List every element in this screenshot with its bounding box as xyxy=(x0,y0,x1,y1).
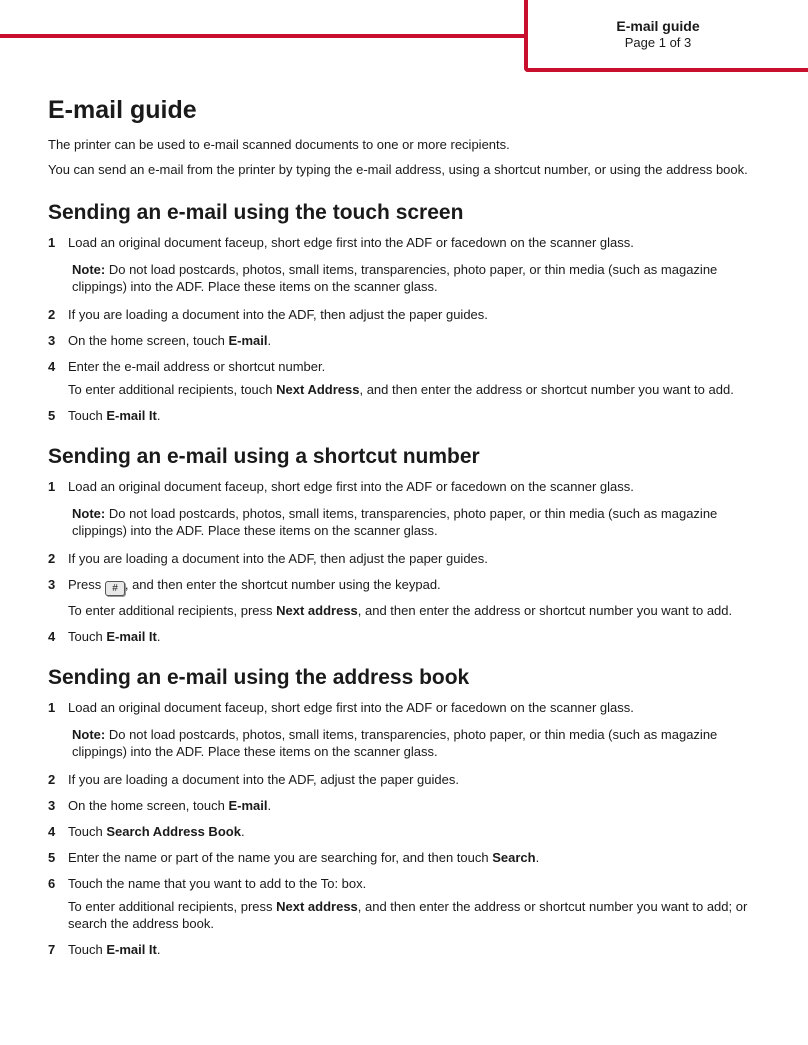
step-text xyxy=(68,478,764,495)
hash-key-icon: # xyxy=(105,581,125,596)
step-body xyxy=(68,849,764,866)
sections-container xyxy=(48,200,764,958)
step-text-content: . xyxy=(535,850,540,865)
step-item xyxy=(48,797,764,814)
step-subtext xyxy=(68,602,764,619)
step-text xyxy=(68,849,764,866)
step-text-content: . xyxy=(240,824,245,839)
step-body xyxy=(68,797,764,814)
step-body xyxy=(68,771,764,788)
ui-label: E-mail It xyxy=(106,408,157,423)
step-number: 3 xyxy=(48,798,56,813)
header-rule-bottom xyxy=(524,68,808,72)
header-rule xyxy=(0,34,528,38)
step-text-content: . xyxy=(267,798,272,813)
section-heading: Sending an e-mail using a shortcut number xyxy=(48,445,480,468)
ui-label: Next address xyxy=(276,603,358,618)
step-text-content: . xyxy=(156,629,161,644)
ui-label: Search Address Book xyxy=(106,824,241,839)
step-number: 1 xyxy=(48,479,56,494)
page-number: Page 1 of 3 xyxy=(624,35,692,50)
step-number: 2 xyxy=(48,307,56,322)
step-number: 7 xyxy=(48,942,56,957)
page-header xyxy=(528,18,788,51)
step-body xyxy=(68,823,764,840)
note-label: Note: xyxy=(72,506,106,521)
step-item xyxy=(48,478,764,541)
note-text: Do not load postcards, photos, small items, transparencies, photo paper, or thin media (such as magazine clippings) into the ADF. Place these items on the scanner glass. xyxy=(72,727,718,759)
step-subtext xyxy=(68,381,764,398)
ui-label: Next Address xyxy=(276,382,360,397)
step-text-content: Enter the name or part of the name you are searching for, and then touch xyxy=(68,850,493,865)
step-text-content: Enter the e-mail address or shortcut number. xyxy=(68,359,326,374)
step-text-content: Press xyxy=(68,577,105,592)
step-subtext-content: , and then enter the address or shortcut number you want to add; or search the address book. xyxy=(68,899,748,931)
step-text-content: . xyxy=(156,408,161,423)
intro-paragraph: You can send an e-mail from the printer by typing the e-mail address, using a shortcut number, or using the address book. xyxy=(48,162,748,177)
step-body xyxy=(68,550,764,567)
step-number: 5 xyxy=(48,408,56,423)
step-item xyxy=(48,306,764,323)
step-number: 2 xyxy=(48,551,56,566)
step-subtext-content: To enter additional recipients, touch xyxy=(68,382,277,397)
step-item xyxy=(48,771,764,788)
step-text-content: On the home screen, touch xyxy=(68,798,229,813)
step-text-content: Touch xyxy=(68,408,107,423)
document-body xyxy=(48,94,764,967)
step-body xyxy=(68,478,764,541)
step-text-content: If you are loading a document into the ADF, adjust the paper guides. xyxy=(68,772,459,787)
step-item xyxy=(48,875,764,932)
step-number: 6 xyxy=(48,876,56,891)
step-text xyxy=(68,699,764,716)
ui-label: Search xyxy=(492,850,536,865)
step-number: 1 xyxy=(48,235,56,250)
step-text xyxy=(68,823,764,840)
step-text xyxy=(68,234,764,251)
step-text xyxy=(68,358,764,375)
step-text xyxy=(68,628,764,645)
step-body xyxy=(68,699,764,762)
step-body xyxy=(68,576,764,619)
step-number: 5 xyxy=(48,850,56,865)
step-item xyxy=(48,332,764,349)
intro-paragraph: The printer can be used to e-mail scanned documents to one or more recipients. xyxy=(48,137,510,152)
step-text-content: If you are loading a document into the ADF, then adjust the paper guides. xyxy=(68,307,488,322)
step-text xyxy=(68,576,764,596)
step-number: 4 xyxy=(48,629,56,644)
ui-label: E-mail It xyxy=(106,629,157,644)
step-text xyxy=(68,332,764,349)
step-body xyxy=(68,875,764,932)
step-body xyxy=(68,941,764,958)
section-heading: Sending an e-mail using the address book xyxy=(48,666,470,689)
note xyxy=(72,726,764,760)
note xyxy=(72,261,764,295)
step-subtext-content: , and then enter the address or shortcut number you want to add. xyxy=(359,382,734,397)
note-label: Note: xyxy=(72,262,106,277)
header-title: E-mail guide xyxy=(616,18,700,34)
step-item xyxy=(48,699,764,762)
ui-label: E-mail xyxy=(228,333,268,348)
step-number: 3 xyxy=(48,577,56,592)
step-text-content: Touch the name that you want to add to the To: box. xyxy=(68,876,367,891)
step-item xyxy=(48,849,764,866)
step-item xyxy=(48,407,764,424)
note-text: Do not load postcards, photos, small items, transparencies, photo paper, or thin media (such as magazine clippings) into the ADF. Place these items on the scanner glass. xyxy=(72,506,718,538)
step-text xyxy=(68,407,764,424)
step-text xyxy=(68,771,764,788)
step-text-content: Touch xyxy=(68,629,107,644)
ui-label: Next address xyxy=(276,899,358,914)
step-item xyxy=(48,234,764,297)
step-number: 1 xyxy=(48,700,56,715)
step-number: 3 xyxy=(48,333,56,348)
step-body xyxy=(68,628,764,645)
document-title: E-mail guide xyxy=(48,96,197,124)
step-item xyxy=(48,941,764,958)
note-text: Do not load postcards, photos, small items, transparencies, photo paper, or thin media (such as magazine clippings) into the ADF. Place these items on the scanner glass. xyxy=(72,262,718,294)
step-subtext xyxy=(68,898,764,932)
step-body xyxy=(68,358,764,398)
step-number: 4 xyxy=(48,359,56,374)
step-text-content: Touch xyxy=(68,824,107,839)
step-item xyxy=(48,823,764,840)
step-text xyxy=(68,941,764,958)
step-number: 4 xyxy=(48,824,56,839)
note-label: Note: xyxy=(72,727,106,742)
ui-label: E-mail It xyxy=(106,942,157,957)
step-text-content: Load an original document faceup, short edge first into the ADF or facedown on the scanner glass. xyxy=(68,479,634,494)
step-subtext-content: , and then enter the address or shortcut number you want to add. xyxy=(357,603,733,618)
step-subtext-content: To enter additional recipients, press xyxy=(68,603,277,618)
step-item xyxy=(48,358,764,398)
step-text-content: . xyxy=(156,942,161,957)
step-text-content: Load an original document faceup, short edge first into the ADF or facedown on the scanner glass. xyxy=(68,235,634,250)
step-subtext-content: To enter additional recipients, press xyxy=(68,899,277,914)
step-text xyxy=(68,875,764,892)
step-number: 2 xyxy=(48,772,56,787)
section-heading: Sending an e-mail using the touch screen xyxy=(48,201,464,224)
step-item xyxy=(48,628,764,645)
step-body xyxy=(68,306,764,323)
step-text-content: Touch xyxy=(68,942,107,957)
step-text xyxy=(68,550,764,567)
step-body xyxy=(68,407,764,424)
step-item xyxy=(48,550,764,567)
step-text-content: , and then enter the shortcut number using the keypad. xyxy=(124,577,441,592)
step-text-content: If you are loading a document into the ADF, then adjust the paper guides. xyxy=(68,551,488,566)
step-body xyxy=(68,332,764,349)
step-text-content: Load an original document faceup, short edge first into the ADF or facedown on the scanner glass. xyxy=(68,700,634,715)
step-text-content: . xyxy=(267,333,272,348)
step-text xyxy=(68,306,764,323)
step-item xyxy=(48,576,764,619)
step-text-content: On the home screen, touch xyxy=(68,333,229,348)
step-body xyxy=(68,234,764,297)
ui-label: E-mail xyxy=(228,798,268,813)
note xyxy=(72,505,764,539)
step-text xyxy=(68,797,764,814)
